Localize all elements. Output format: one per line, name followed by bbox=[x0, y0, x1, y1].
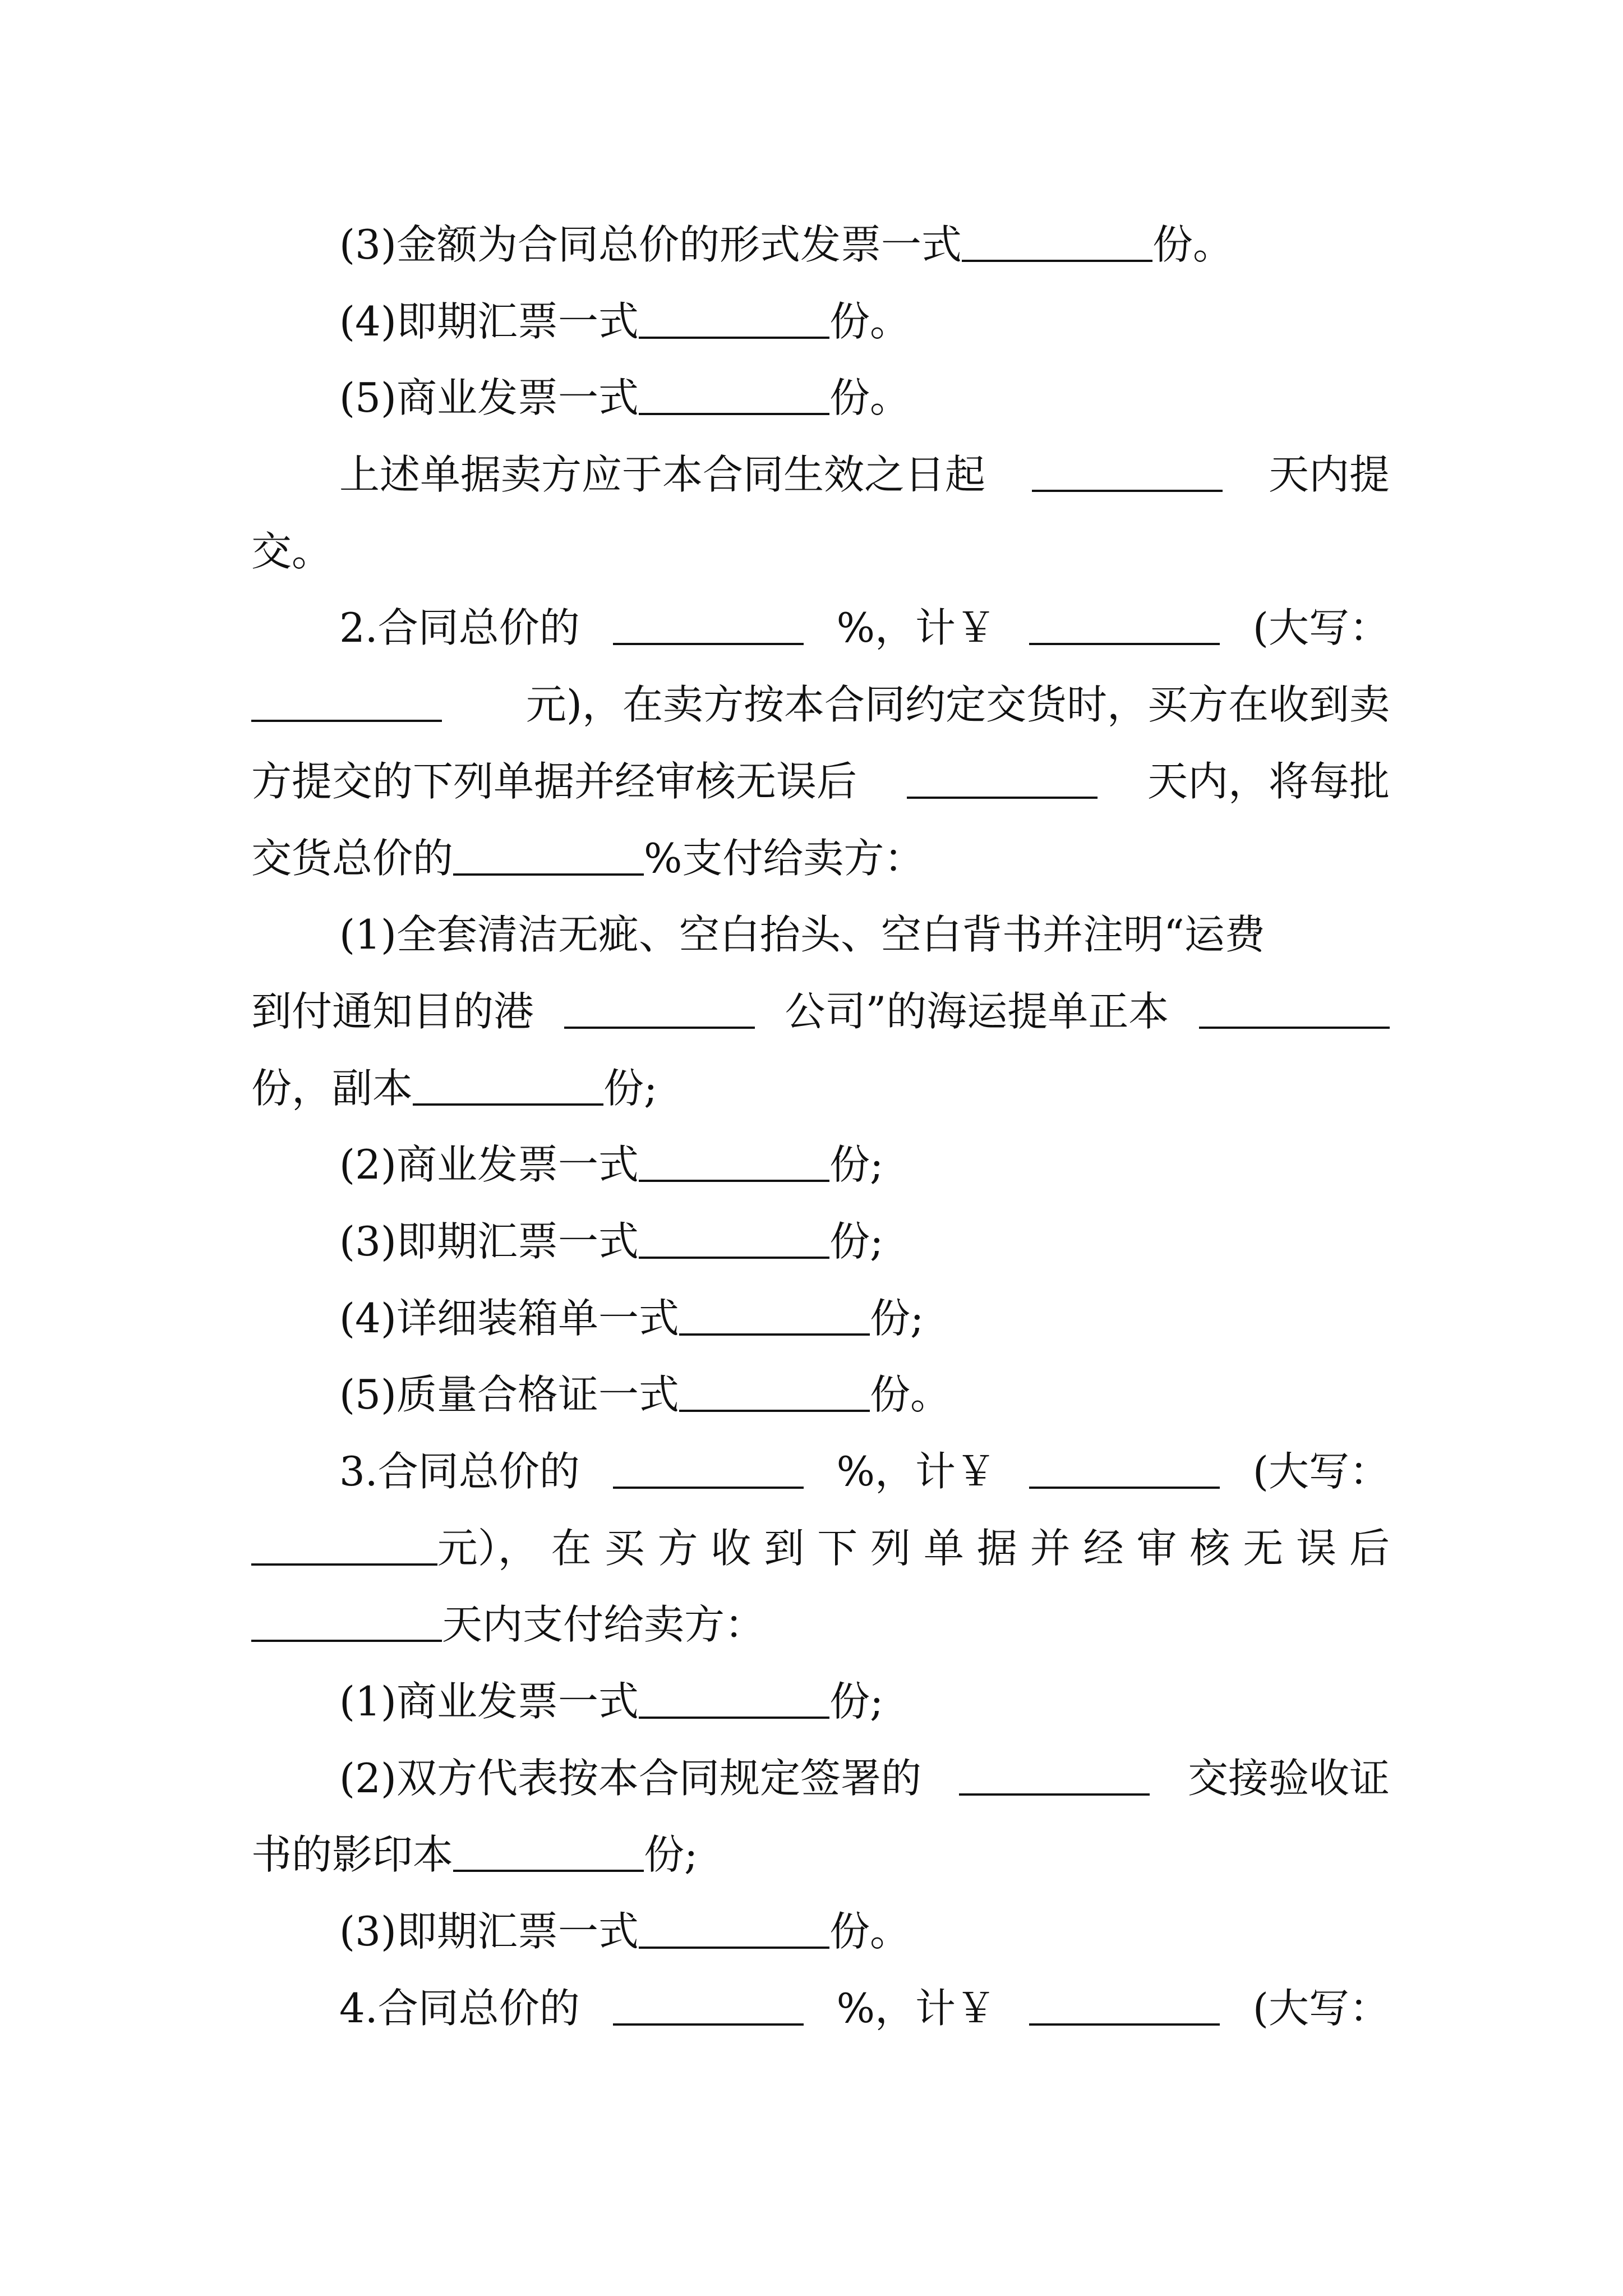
line-text: %支付给卖方： bbox=[644, 835, 925, 882]
line-text: 方提交的下列单据并经审核无误后 bbox=[251, 758, 857, 805]
fill-blank[interactable] bbox=[639, 1217, 829, 1259]
line-text: 份; bbox=[829, 1141, 884, 1188]
line-text: 份，副本 bbox=[251, 1065, 413, 1112]
fill-blank[interactable] bbox=[613, 604, 804, 645]
line-text: %，计￥ bbox=[836, 1448, 996, 1495]
doc-line-5 bbox=[251, 518, 1390, 585]
line-text: 公司”的海运提单正本 bbox=[785, 988, 1169, 1035]
fill-blank[interactable] bbox=[1029, 1447, 1220, 1489]
doc-line-12 bbox=[251, 1055, 1390, 1122]
fill-blank[interactable] bbox=[679, 1370, 870, 1412]
line-text: 份。 bbox=[1152, 221, 1234, 268]
doc-line-24 bbox=[339, 1975, 1390, 2042]
line-text: (2)商业发票一式 bbox=[339, 1141, 639, 1188]
doc-line-18 bbox=[251, 1515, 1390, 1582]
doc-line-6 bbox=[339, 594, 1390, 661]
doc-line-1 bbox=[339, 211, 1390, 278]
line-text: (3)金额为合同总价的形式发票一式 bbox=[339, 221, 962, 268]
line-text: 3.合同总价的 bbox=[339, 1448, 580, 1495]
line-text: (4)详细装箱单一式 bbox=[339, 1295, 679, 1342]
fill-blank[interactable] bbox=[639, 1140, 829, 1182]
line-text: (大写： bbox=[1252, 604, 1390, 651]
line-text: 元）， 在 买 方 收 到 下 列 单 据 并 经 审 核 无 误 后 bbox=[437, 1525, 1390, 1572]
fill-blank[interactable] bbox=[959, 1754, 1150, 1796]
fill-blank[interactable] bbox=[1029, 1984, 1220, 2026]
line-text: 交。 bbox=[251, 528, 333, 575]
fill-blank[interactable] bbox=[251, 1600, 442, 1642]
line-text: 天内提 bbox=[1268, 451, 1390, 498]
fill-blank[interactable] bbox=[639, 1907, 829, 1949]
fill-blank[interactable] bbox=[613, 1447, 804, 1489]
line-text: (3)即期汇票一式 bbox=[339, 1218, 639, 1265]
fill-blank[interactable] bbox=[639, 1677, 829, 1719]
fill-blank[interactable] bbox=[564, 987, 755, 1029]
fill-blank[interactable] bbox=[962, 220, 1152, 262]
doc-line-7 bbox=[251, 671, 1390, 738]
line-text: 份; bbox=[829, 1218, 884, 1265]
line-text: 2.合同总价的 bbox=[339, 604, 580, 651]
line-text: 元)，在卖方按本合同约定交货时，买方在收到卖 bbox=[525, 681, 1390, 728]
doc-line-13 bbox=[339, 1131, 1390, 1198]
fill-blank[interactable] bbox=[679, 1294, 870, 1336]
doc-line-8 bbox=[251, 748, 1390, 815]
fill-blank[interactable] bbox=[1029, 604, 1220, 645]
doc-line-22 bbox=[251, 1821, 1390, 1888]
line-text: 份; bbox=[829, 1678, 884, 1725]
fill-blank[interactable] bbox=[639, 374, 829, 415]
doc-line-14 bbox=[339, 1208, 1390, 1275]
fill-blank[interactable] bbox=[613, 1984, 804, 2026]
line-text: 交接验收证 bbox=[1187, 1755, 1390, 1802]
line-text: 份。 bbox=[829, 1908, 911, 1955]
line-text: (3)即期汇票一式 bbox=[339, 1908, 639, 1955]
fill-blank[interactable] bbox=[251, 680, 442, 722]
doc-line-10 bbox=[339, 901, 1390, 968]
line-text: 份; bbox=[870, 1295, 924, 1342]
doc-line-11 bbox=[251, 978, 1390, 1045]
line-text: %，计￥ bbox=[836, 1985, 996, 2032]
line-text: 书的影印本 bbox=[251, 1831, 454, 1878]
doc-line-16 bbox=[339, 1361, 1390, 1428]
line-text: (5)商业发票一式 bbox=[339, 374, 639, 421]
line-text: (1)全套清洁无疵、空白抬头、空白背书并注明“运费 bbox=[339, 911, 1265, 958]
line-text: 份。 bbox=[870, 1371, 951, 1418]
line-text: 4.合同总价的 bbox=[339, 1985, 580, 2032]
line-text: %，计￥ bbox=[836, 604, 996, 651]
doc-line-3 bbox=[339, 364, 1390, 431]
line-text: (4)即期汇票一式 bbox=[339, 298, 639, 345]
doc-line-20 bbox=[339, 1668, 1390, 1735]
line-text: 份。 bbox=[829, 374, 911, 421]
line-text: 上述单据卖方应于本合同生效之日起 bbox=[339, 451, 986, 498]
doc-line-2 bbox=[339, 288, 1390, 355]
line-text: (2)双方代表按本合同规定签署的 bbox=[339, 1755, 921, 1802]
line-text: (5)质量合格证一式 bbox=[339, 1371, 679, 1418]
line-text: 天内，将每批 bbox=[1147, 758, 1390, 805]
line-text: 到付通知目的港 bbox=[251, 988, 534, 1035]
line-text: 份; bbox=[644, 1831, 698, 1878]
line-text: (大写： bbox=[1252, 1985, 1390, 2032]
fill-blank[interactable] bbox=[907, 757, 1098, 799]
fill-blank[interactable] bbox=[251, 1524, 437, 1566]
line-text: 份; bbox=[603, 1065, 658, 1112]
fill-blank[interactable] bbox=[639, 297, 829, 339]
doc-line-17 bbox=[339, 1438, 1390, 1505]
doc-line-4 bbox=[339, 441, 1390, 508]
line-text: (1)商业发票一式 bbox=[339, 1678, 639, 1725]
fill-blank[interactable] bbox=[1199, 987, 1390, 1029]
line-text: (大写： bbox=[1252, 1448, 1390, 1495]
fill-blank[interactable] bbox=[1032, 450, 1223, 492]
fill-blank[interactable] bbox=[453, 1830, 644, 1872]
doc-line-9 bbox=[251, 825, 1390, 892]
doc-line-15 bbox=[339, 1285, 1390, 1352]
fill-blank[interactable] bbox=[413, 1064, 603, 1106]
line-text: 天内支付给卖方： bbox=[442, 1601, 766, 1648]
doc-line-19 bbox=[251, 1591, 1390, 1658]
line-text: 交货总价的 bbox=[251, 835, 454, 882]
line-text: 份。 bbox=[829, 298, 911, 345]
doc-line-21 bbox=[339, 1745, 1390, 1812]
doc-line-23 bbox=[339, 1898, 1390, 1965]
fill-blank[interactable] bbox=[453, 834, 644, 876]
